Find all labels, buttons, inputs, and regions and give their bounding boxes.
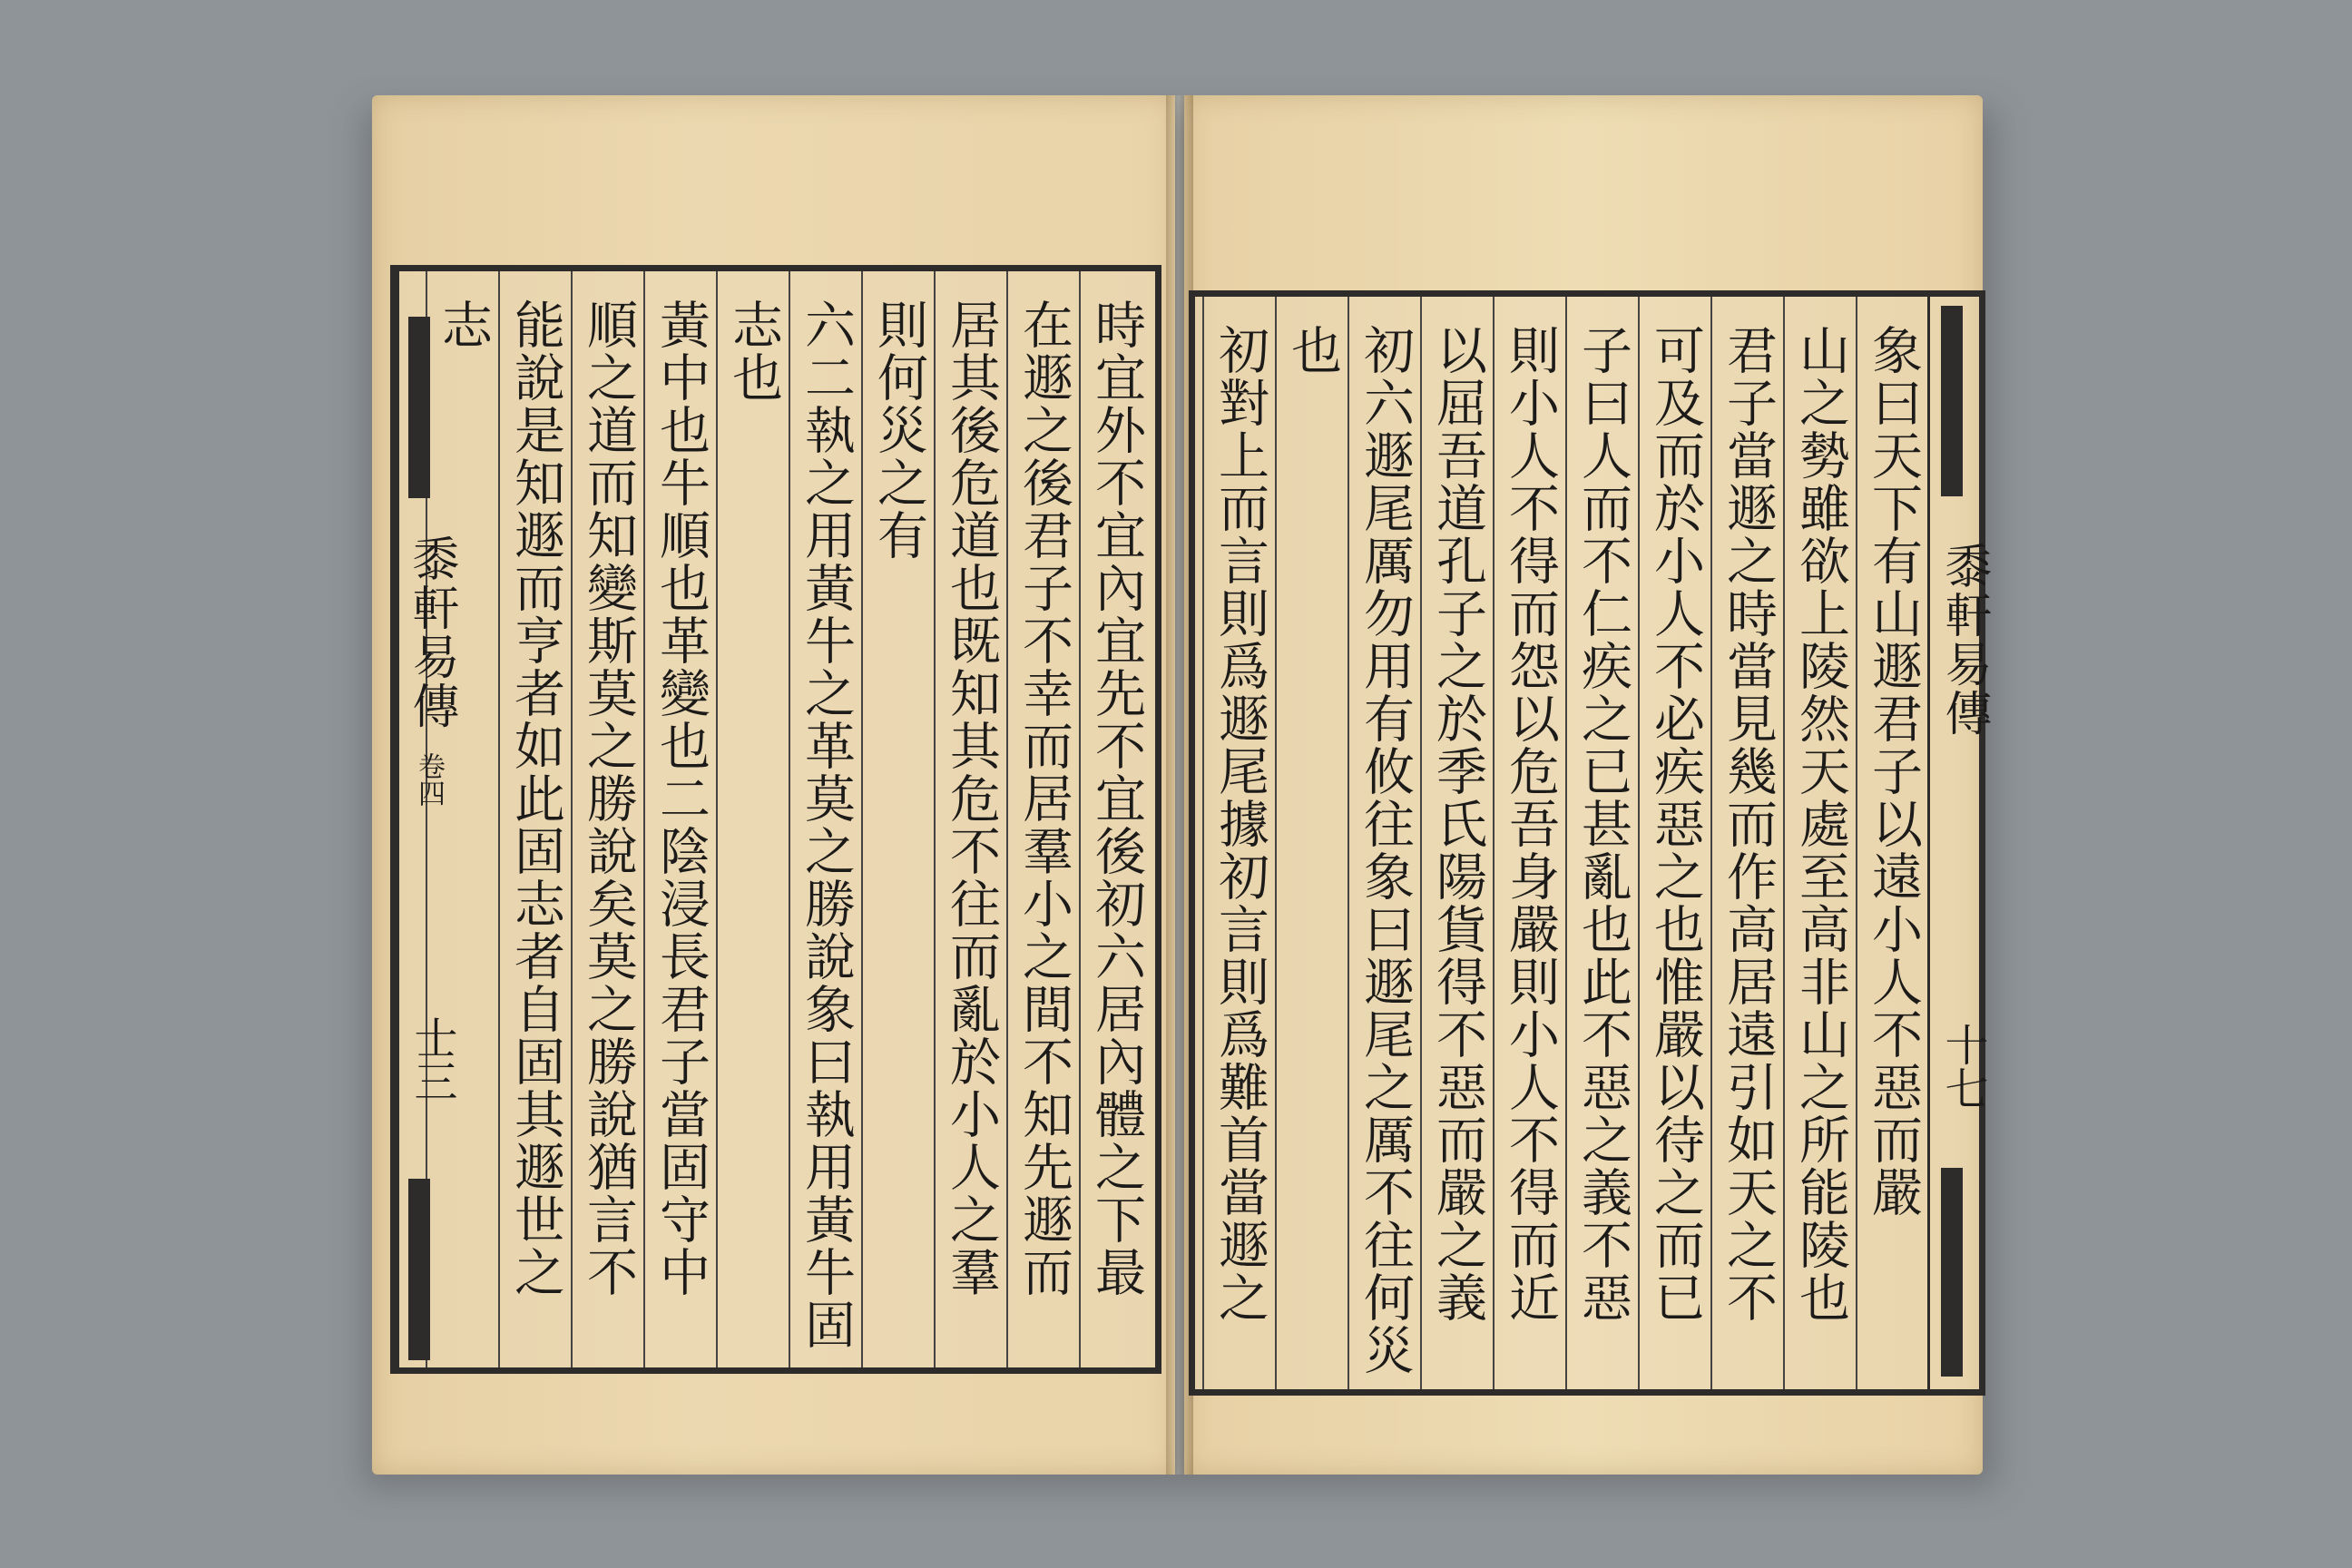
right-column-8 <box>1348 297 1420 1389</box>
right-column-9 <box>1275 297 1348 1389</box>
left-column-4 <box>861 271 934 1367</box>
right-column-2 <box>1783 297 1856 1389</box>
fish-tail-lower <box>1941 1168 1963 1377</box>
column-text: 六二執之用黃牛之革莫之勝說象曰執用黃牛固 <box>797 299 856 1351</box>
right-column-7 <box>1420 297 1493 1389</box>
fish-tail-upper <box>408 317 430 498</box>
column-text: 黃中也牛順也革變也二陰浸長君子當固守中 <box>652 299 710 1298</box>
column-text: 初對上而言則爲遯尾據初言則爲難首當遯之 <box>1210 324 1269 1324</box>
column-text: 以屈吾道孔子之於季氏陽貨得不惡而嚴之義 <box>1428 324 1487 1324</box>
column-text: 居其後危道也既知其危不往而亂於小人之羣 <box>942 299 1001 1298</box>
right-column-3 <box>1710 297 1783 1389</box>
left-column-7 <box>643 271 716 1367</box>
right-fold-center <box>1927 297 1991 1389</box>
fish-tail-upper <box>1941 306 1963 496</box>
column-text: 在遯之後君子不幸而居羣小之間不知先遯而 <box>1014 299 1073 1298</box>
right-column-10 <box>1202 297 1275 1389</box>
left-fold-center <box>397 271 458 1367</box>
column-text: 則何災之有 <box>869 299 928 562</box>
column-text: 可及而於小人不必疾惡之也惟嚴以待之而已 <box>1646 324 1705 1324</box>
right-column-6 <box>1493 297 1565 1389</box>
left-column-9 <box>498 271 571 1367</box>
left-column-3 <box>934 271 1006 1367</box>
banxin-title: 黍軒易傳 <box>404 534 458 730</box>
right-column-5 <box>1565 297 1638 1389</box>
column-text: 象曰天下有山遯君子以遠小人不惡而嚴 <box>1864 324 1923 1219</box>
left-column-1 <box>1079 271 1152 1367</box>
banxin-volume: 卷四 <box>413 752 445 807</box>
left-column-6 <box>716 271 789 1367</box>
left-column-2 <box>1006 271 1079 1367</box>
left-column-8 <box>571 271 643 1367</box>
left-leaf-number: 士三 <box>407 1015 457 1102</box>
right-leaf-number: 十七 <box>1937 1023 1988 1110</box>
column-text: 子曰人而不仁疾之已甚亂也此不惡之義不惡 <box>1573 324 1632 1324</box>
right-column-1 <box>1856 297 1928 1389</box>
column-text: 初六遯尾厲勿用有攸往象曰遯尾之厲不往何災 <box>1356 324 1415 1377</box>
left-column-5 <box>789 271 861 1367</box>
column-text: 則小人不得而怨以危吾身嚴則小人不得而近 <box>1501 324 1560 1324</box>
column-text: 能說是知遯而亨者如此固志者自固其遯世之 <box>506 299 565 1298</box>
right-column-4 <box>1638 297 1710 1389</box>
column-text: 志也 <box>724 299 783 404</box>
right-text-frame <box>1189 290 1991 1396</box>
column-text: 志 <box>434 299 493 351</box>
column-text: 山之勢雖欲上陵然天處至高非山之所能陵也 <box>1791 324 1850 1324</box>
column-text: 時宜外不宜內宜先不宜後初六居內體之下最 <box>1087 299 1146 1298</box>
column-text: 也 <box>1283 324 1342 377</box>
column-text: 君子當遯之時當見幾而作高居遠引如天之不 <box>1719 324 1778 1324</box>
column-text: 順之道而知變斯莫之勝說矣莫之勝說猶言不 <box>579 299 638 1298</box>
fish-tail-lower <box>408 1179 430 1360</box>
left-text-frame <box>390 265 1161 1374</box>
banxin-title: 黍軒易傳 <box>1936 542 1991 738</box>
